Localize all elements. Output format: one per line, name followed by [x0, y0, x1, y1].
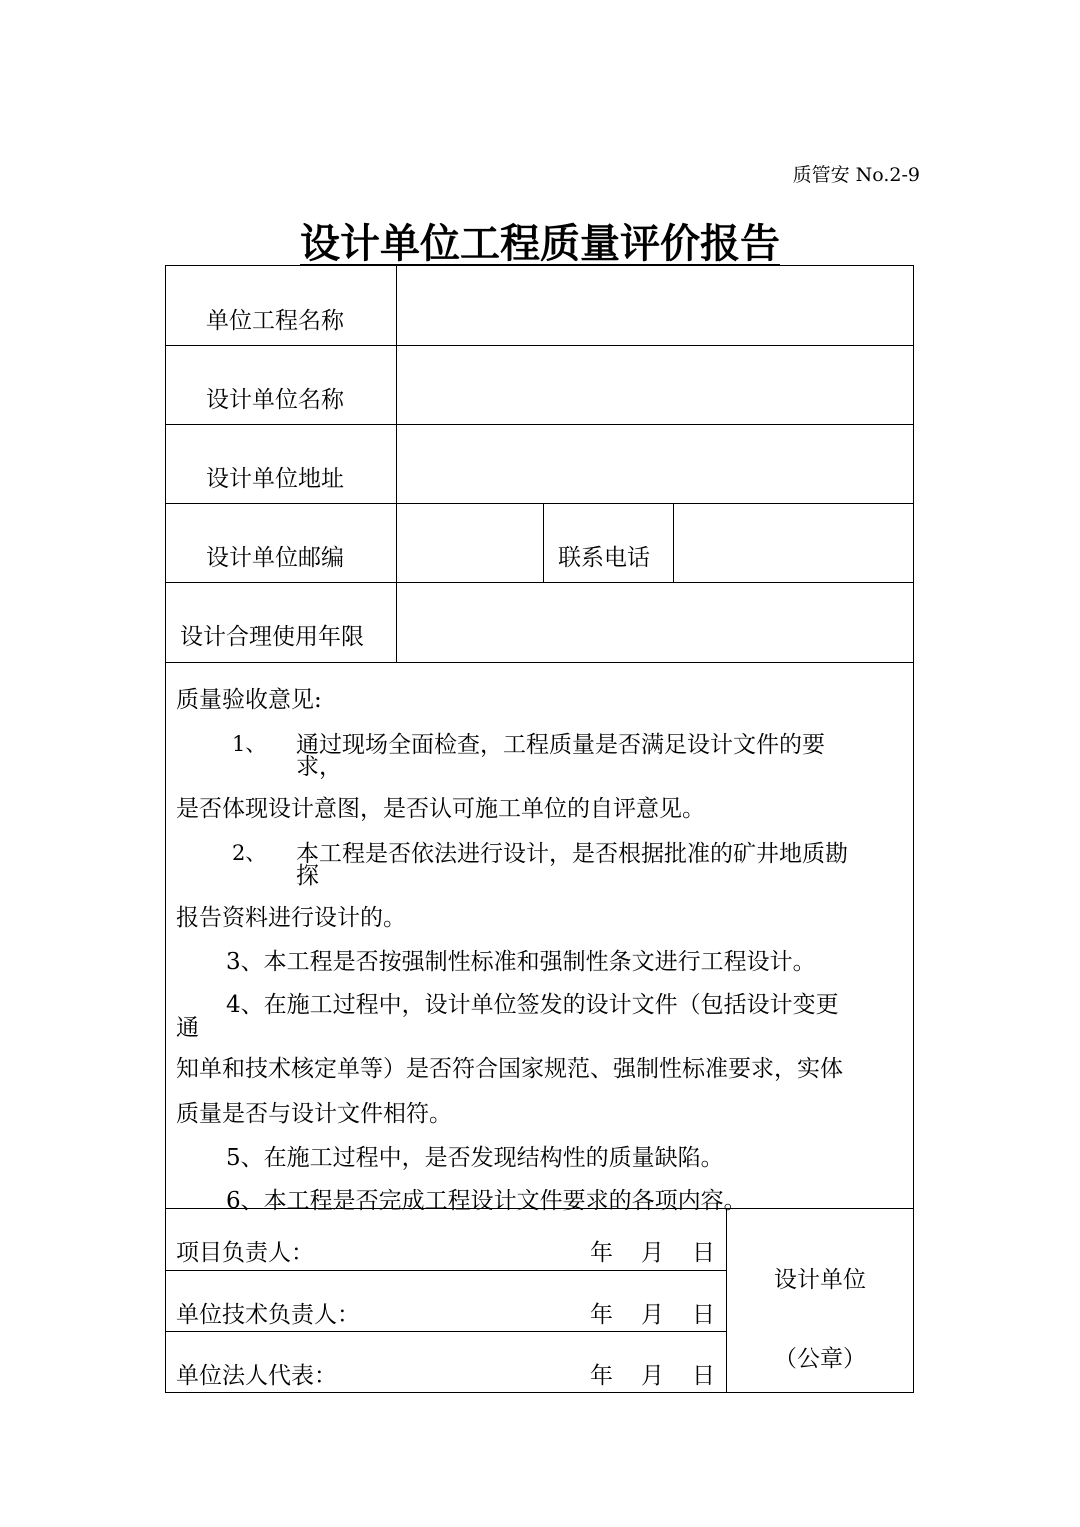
year-label: 年: [590, 1302, 613, 1328]
project-lead-label: 项目负责人：: [176, 1240, 314, 1266]
phone-label: 联系电话: [558, 545, 650, 571]
opinion-item-3: 3、本工程是否按强制性标准和强制性条文进行工程设计。: [226, 949, 816, 975]
opinion-item-2-wrap: 探: [296, 863, 319, 889]
design-unit-name-label: 设计单位名称: [206, 387, 344, 413]
row-divider: [166, 662, 913, 663]
postcode-label: 设计单位邮编: [206, 545, 344, 571]
page-title: [165, 212, 915, 269]
opinion-item-1-line-2: 是否体现设计意图，是否认可施工单位的自评意见。: [176, 796, 705, 822]
day-label: 日: [692, 1302, 715, 1328]
year-label: 年: [590, 1363, 613, 1389]
opinion-item-4-line-3: 质量是否与设计文件相符。: [176, 1101, 452, 1127]
year-label: 年: [590, 1240, 613, 1266]
month-label: 月: [641, 1302, 664, 1328]
opinion-item-5: 5、在施工过程中，是否发现结构性的质量缺陷。: [226, 1145, 724, 1171]
document-number: 质管安 No.2-9: [792, 164, 920, 186]
seal-unit-label: 设计单位: [774, 1267, 866, 1293]
service-life-label: 设计合理使用年限: [180, 624, 364, 650]
opinion-item-4-line-2: 知单和技术核定单等）是否符合国家规范、强制性标准要求，实体: [176, 1056, 843, 1082]
item-number: 2、: [232, 841, 267, 865]
form-table: [165, 265, 914, 1393]
month-label: 月: [641, 1363, 664, 1389]
row-divider: [166, 503, 913, 504]
item-number: 1、: [232, 732, 267, 756]
project-name-label: 单位工程名称: [206, 308, 344, 334]
design-unit-address-label: 设计单位地址: [206, 466, 344, 492]
month-label: 月: [641, 1240, 664, 1266]
column-divider: [673, 503, 674, 582]
row-divider: [166, 424, 913, 425]
opinion-item-1-wrap: 求，: [296, 754, 342, 780]
row-divider: [166, 1270, 726, 1271]
legal-representative-label: 单位法人代表：: [176, 1363, 337, 1389]
row-divider: [166, 1331, 726, 1332]
opinion-heading: 质量验收意见:: [176, 687, 322, 713]
opinion-item-2-line-1: 本工程是否依法进行设计，是否根据批准的矿井地质勘: [296, 841, 848, 867]
day-label: 日: [692, 1363, 715, 1389]
column-divider: [396, 266, 397, 662]
row-divider: [166, 345, 913, 346]
row-divider: [166, 582, 913, 583]
column-divider: [543, 503, 544, 582]
opinion-item-2-line-2: 报告资料进行设计的。: [176, 905, 406, 931]
day-label: 日: [692, 1240, 715, 1266]
technical-lead-label: 单位技术负责人：: [176, 1302, 360, 1328]
opinion-item-4-line-1: 4、在施工过程中，设计单位签发的设计文件（包括设计变更: [226, 992, 839, 1018]
opinion-item-4-wrap: 通: [176, 1015, 199, 1041]
opinion-item-6: 6、本工程是否完成工程设计文件要求的各项内容。: [226, 1188, 747, 1214]
page-title-text: 设计单位工程质量评价报告: [300, 221, 780, 267]
seal-stamp-label: （公章）: [774, 1346, 866, 1372]
opinion-item-1-line-1: 通过现场全面检查，工程质量是否满足设计文件的要: [296, 732, 825, 758]
